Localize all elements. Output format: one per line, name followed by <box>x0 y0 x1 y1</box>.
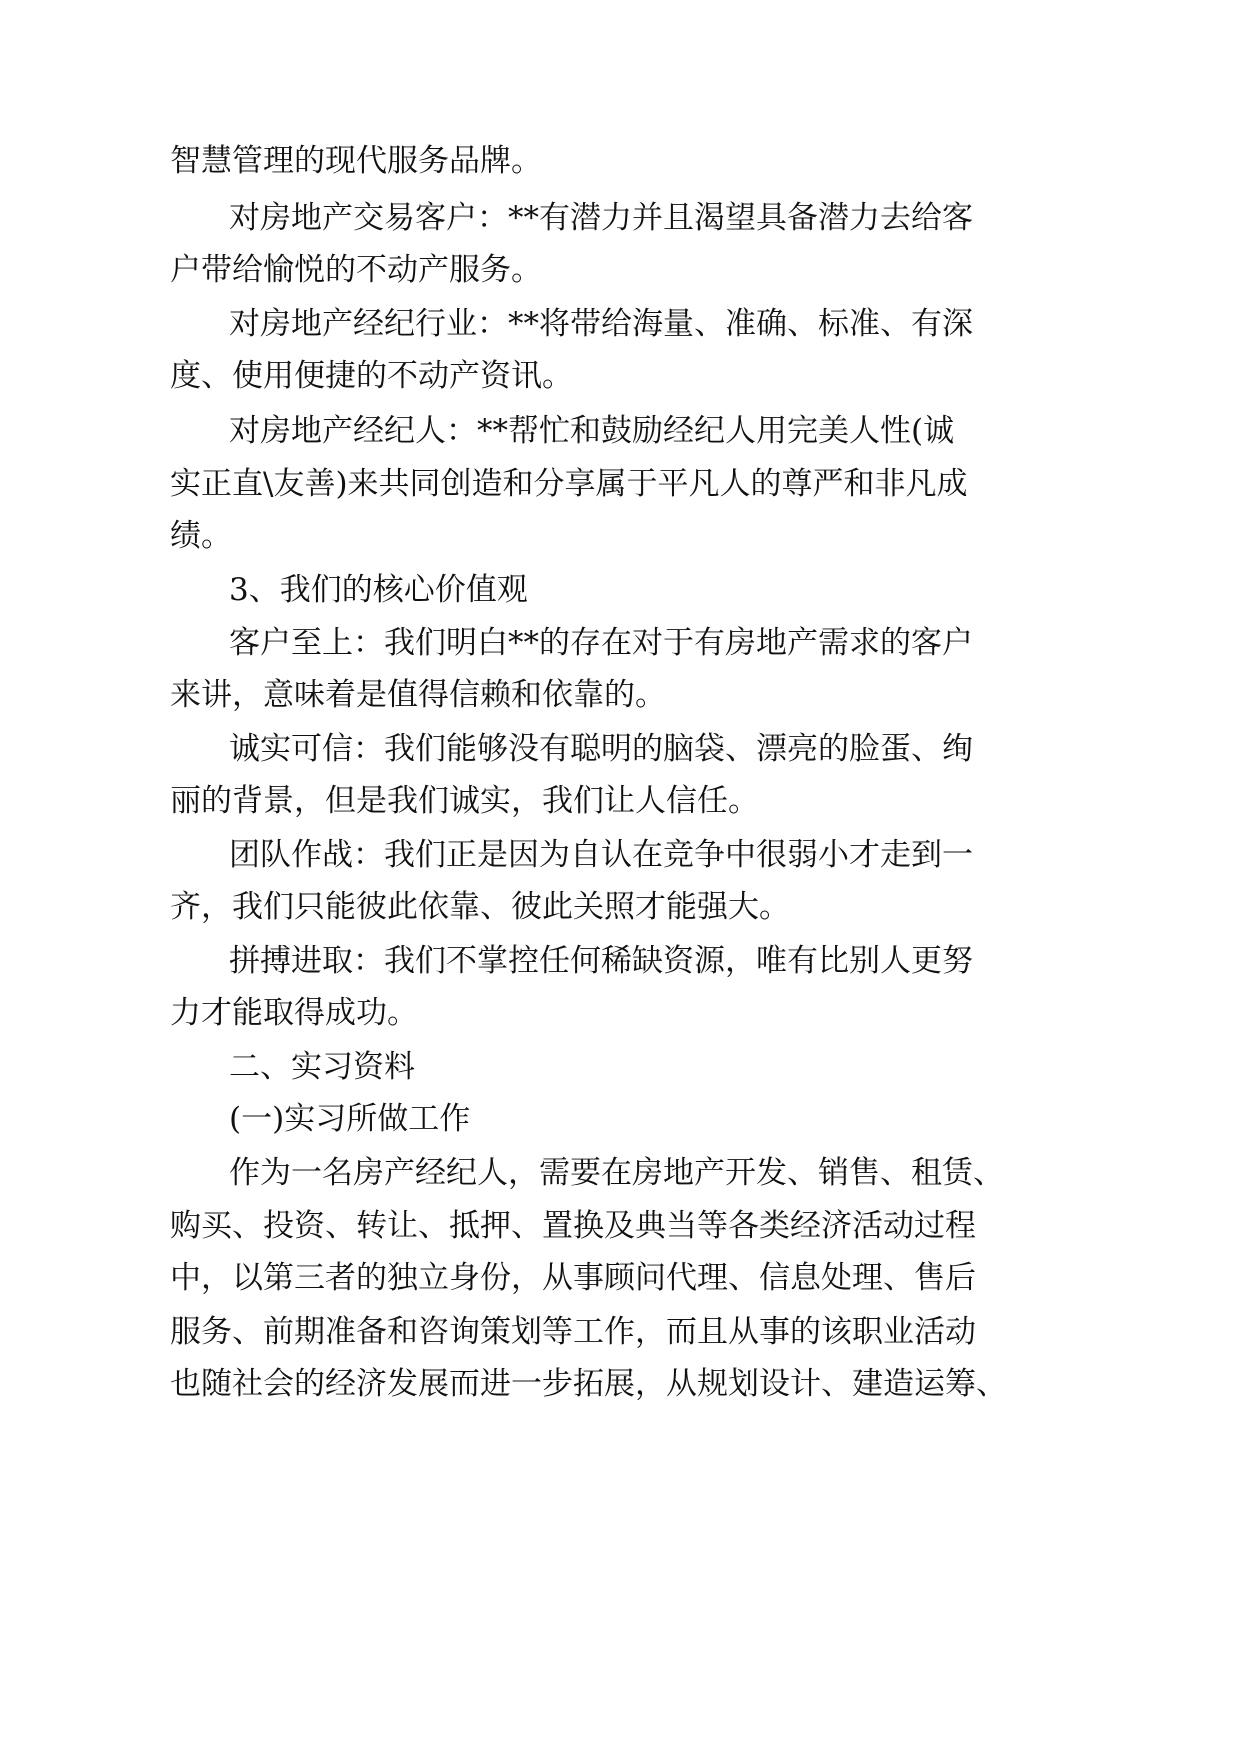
text-line: 购买、投资、转让、抵押、置换及典当等各类经济活动过程 <box>170 1208 976 1244</box>
text-line: 对房地产经纪行业：**将带给海量、准确、标准、有深 <box>229 306 973 342</box>
text-line: 诚实可信：我们能够没有聪明的脑袋、漂亮的脸蛋、绚 <box>229 731 973 767</box>
text-line: 齐，我们只能彼此依靠、彼此关照才能强大。 <box>170 889 790 925</box>
section-heading: 3、我们的核心价值观 <box>229 572 528 608</box>
text-line: 服务、前期准备和咨询策划等工作，而且从事的该职业活动 <box>170 1314 976 1350</box>
text-line: 也随社会的经济发展而进一步拓展，从规划设计、建造运筹、 <box>170 1366 1007 1402</box>
text-line: 户带给愉悦的不动产服务。 <box>170 252 542 288</box>
text-line: 绩。 <box>170 518 232 554</box>
text-line: 智慧管理的现代服务品牌。 <box>170 143 542 179</box>
text-line: 对房地产交易客户：**有潜力并且渴望具备潜力去给客 <box>229 200 973 236</box>
text-line: 作为一名房产经纪人，需要在房地产开发、销售、租赁、 <box>229 1155 1004 1191</box>
text-line: 力才能取得成功。 <box>170 995 418 1031</box>
text-line: 度、使用便捷的不动产资讯。 <box>170 358 573 394</box>
text-line: 来讲，意味着是值得信赖和依靠的。 <box>170 677 666 713</box>
text-line: 客户至上：我们明白**的存在对于有房地产需求的客户 <box>229 625 973 661</box>
text-line: 实正直\友善)来共同创造和分享属于平凡人的尊严和非凡成 <box>170 466 968 502</box>
section-heading: 二、实习资料 <box>229 1049 415 1085</box>
text-line: 中，以第三者的独立身份，从事顾问代理、信息处理、售后 <box>170 1260 976 1296</box>
text-line: 对房地产经纪人：**帮忙和鼓励经纪人用完美人性(诚 <box>229 413 955 449</box>
text-line: 拼搏进取：我们不掌控任何稀缺资源，唯有比别人更努 <box>229 943 973 979</box>
text-line: 丽的背景，但是我们诚实，我们让人信任。 <box>170 783 759 819</box>
text-line: 团队作战：我们正是因为自认在竞争中很弱小才走到一 <box>229 837 973 873</box>
subsection-heading: (一)实习所做工作 <box>229 1101 471 1137</box>
